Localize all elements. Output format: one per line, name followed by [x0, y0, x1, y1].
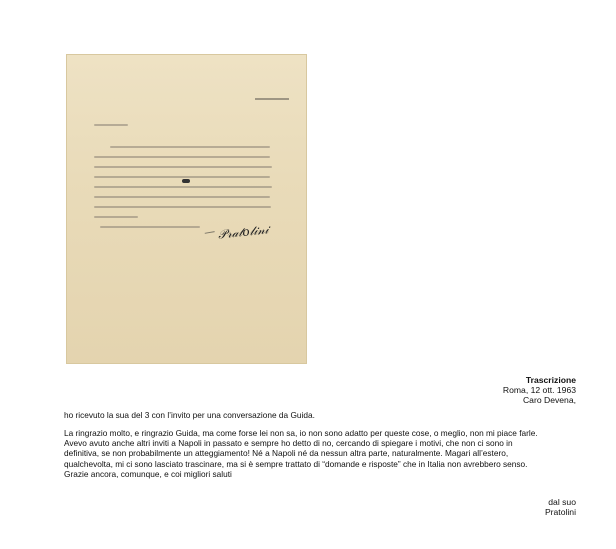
- paragraph-line: Avevo avuto anche altri inviti a Napoli in passato e sempre ho detto di no, cercando di spiegare i motivi, che non ci sono in: [64, 438, 513, 449]
- letter-photo: [66, 54, 307, 364]
- transcription-label: Trascrizione: [525, 375, 576, 385]
- letter-typed-line: [94, 206, 271, 208]
- place-date: Roma, 12 ott. 1963: [502, 385, 576, 396]
- letter-typed-line: [110, 146, 270, 148]
- handwritten-initials: [203, 223, 214, 234]
- handwritten-signature: 𝒫𝓇𝒶𝓉𝑜𝓁𝒾𝓃𝒾: [217, 222, 270, 242]
- transcription-heading: [503, 375, 576, 406]
- paragraph-line: definitiva, se non probabilmente un atteggiamento! Né a Napoli né da nessun altra parte, naturalmente. Magari all’estero,: [64, 448, 509, 459]
- paragraph-line: La ringrazio molto, e ringrazio Guida, ma come forse lei non sa, io non sono adatto per queste cose, o meglio, non mi piace farle.: [64, 428, 538, 438]
- letter-typed-line: [94, 216, 138, 218]
- closing-signature: Pratolini: [544, 507, 576, 518]
- body-paragraph: [64, 428, 564, 479]
- letter-typed-line: [94, 166, 272, 168]
- letter-typed-line: [100, 226, 200, 228]
- paragraph-line: qualchevolta, mi ci sono lasciato trascinare, ma si è sempre trattato di “domande e risposte” che in Italia non avrebbero senso.: [64, 458, 528, 469]
- letter-typed-line: [94, 124, 128, 126]
- closing-block: [545, 497, 576, 517]
- intro-line: ho ricevuto la sua del 3 con l’invito per una conversazione da Guida.: [64, 410, 315, 420]
- closing-line: dal suo: [548, 497, 576, 507]
- letter-typed-line: [94, 186, 272, 188]
- ink-blot: [182, 179, 190, 183]
- salutation: Caro Devena,: [522, 395, 576, 406]
- letter-typed-line: [94, 196, 270, 198]
- paragraph-line: Grazie ancora, comunque, e coi migliori saluti: [64, 468, 232, 479]
- letter-typed-line: [94, 176, 270, 178]
- letter-typed-line: [94, 156, 270, 158]
- letter-date-typed: [255, 98, 289, 100]
